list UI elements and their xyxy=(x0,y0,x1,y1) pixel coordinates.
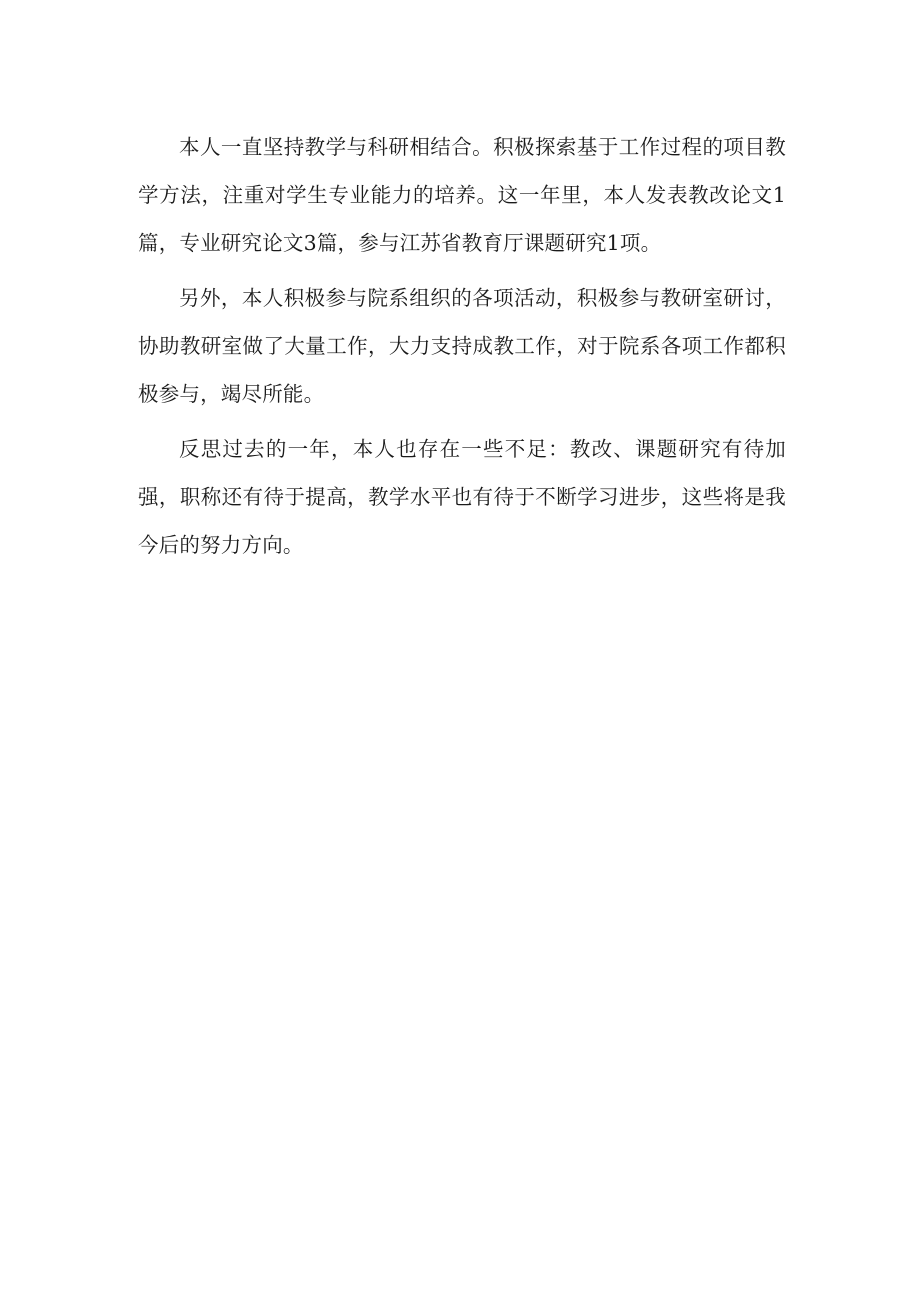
paragraph-research-teaching: 本人一直坚持教学与科研相结合。积极探索基于工作过程的项目教学方法，注重对学生专业能力的培养。这一年里，本人发表教改论文1篇，专业研究论文3篇，参与江苏省教育厅课题研究1项。 xyxy=(138,135,786,255)
document-body xyxy=(138,123,786,576)
paragraph-reflection: 反思过去的一年，本人也存在一些不足：教改、课题研究有待加强，职称还有待于提高，教学水平也有待于不断学习进步，这些将是我今后的努力方向。 xyxy=(138,437,786,557)
paragraph-activities: 另外，本人积极参与院系组织的各项活动，积极参与教研室研讨，协助教研室做了大量工作，大力支持成教工作，对于院系各项工作都积极参与，竭尽所能。 xyxy=(138,286,786,406)
